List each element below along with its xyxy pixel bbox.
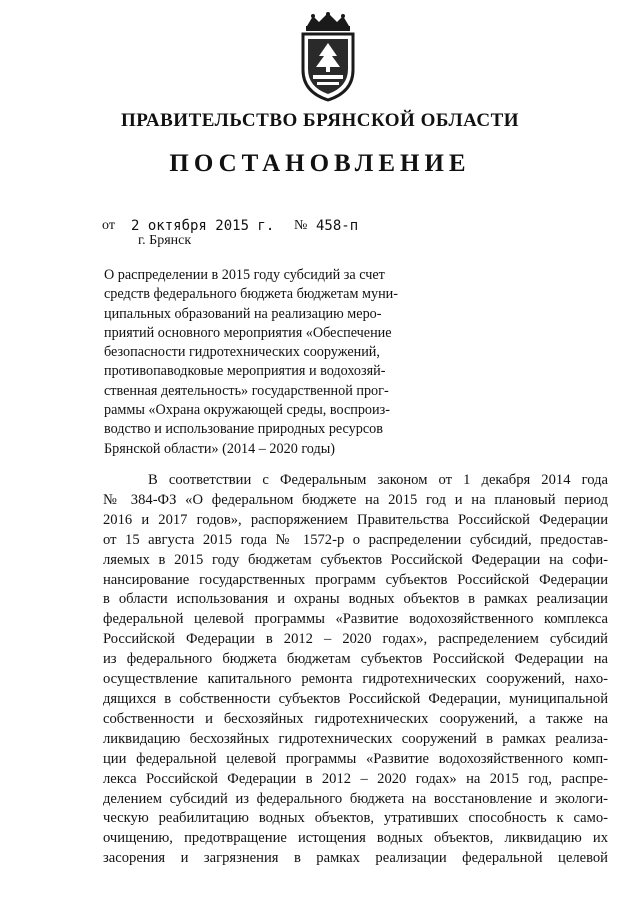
body-line: лекса Российской Федерации в 2012 – 2020 годах» на 2015 год, распре-	[103, 770, 608, 787]
body-line: № 384-ФЗ «О федеральном бюджете на 2015 год и на плановый период	[103, 491, 608, 508]
body-line: ческую реабилитацию водных объектов, утративших способность к само-	[103, 810, 608, 827]
body-line: дящихся в собственности субъектов Российской Федерации, муниципальной	[103, 690, 608, 707]
body-line: собственности и бесхозяйных гидротехнических сооружений, а также на	[103, 710, 608, 727]
document-body	[103, 471, 608, 869]
document-type-title: ПОСТАНОВЛЕНИЕ	[169, 150, 471, 177]
body-line: в области использования и охраны водных объектов в рамках реализации	[103, 591, 608, 608]
subject-line: ственная деятельность» государственной прог-	[104, 382, 389, 399]
body-line: федеральной целевой программы «Развитие водохозяйственного комплекса	[103, 611, 608, 628]
body-line: очищению, предотвращение истощения водных объектов, ликвидацию их	[103, 830, 608, 847]
body-line: ции федеральной целевой программы «Развитие водохозяйственного комп-	[103, 750, 608, 767]
body-line: засорения и загрязнения в рамках реализации федеральной целевой	[103, 850, 608, 867]
body-line: из федерального бюджета бюджетам субъектов Российской Федерации на	[103, 651, 608, 668]
body-line: делением субсидий из федерального бюджета на восстановление и экологи-	[103, 790, 608, 807]
body-line: Российской Федерации в 2012 – 2020 годах», распределением субсидий	[103, 631, 608, 648]
body-line: нансирование государственных программ субъектов Российской Федерации	[103, 571, 608, 588]
date-prefix: от	[102, 218, 115, 233]
document-subject	[104, 266, 398, 459]
subject-line: средств федерального бюджета бюджетам муни-	[104, 286, 398, 303]
subject-line: противопаводковые мероприятия и водохозяй-	[104, 363, 386, 380]
document-date: 2 октября 2015 г.	[131, 218, 275, 234]
subject-line: О распределении в 2015 году субсидий за счет	[104, 267, 385, 283]
document-number: 458-п	[316, 218, 359, 234]
body-line: ликвидацию бесхозяйных гидротехнических сооружений в рамках реализа-	[103, 730, 608, 747]
body-line: 2016 и 2017 годов», распоряжением Правительства Российской Федерации	[103, 511, 608, 528]
coat-of-arms-icon	[295, 12, 361, 102]
subject-line: Брянской области» (2014 – 2020 годы)	[104, 440, 335, 457]
government-title: ПРАВИТЕЛЬСТВО БРЯНСКОЙ ОБЛАСТИ	[120, 110, 520, 131]
subject-line: ципальных образований на реализацию меро-	[104, 305, 382, 322]
subject-line: водство и использование природных ресурсов	[104, 421, 383, 438]
body-line: ляемых в 2015 году бюджетам субъектов Российской Федерации на софи-	[103, 551, 608, 568]
body-line: В соответствии с Федеральным законом от 1 декабря 2014 года	[148, 472, 608, 488]
subject-line: раммы «Охрана окружающей среды, воспроиз-	[104, 402, 390, 419]
body-line: от 15 августа 2015 года № 1572-р о распределении субсидий, предостав-	[103, 531, 608, 548]
number-prefix: №	[294, 218, 308, 233]
body-line: осуществление капитального ремонта гидротехнических сооружений, нахо-	[103, 671, 608, 688]
city: г. Брянск	[138, 233, 192, 248]
subject-line: приятий основного мероприятия «Обеспечение	[104, 324, 392, 341]
subject-line: безопасности гидротехнических сооружений,	[104, 344, 380, 361]
